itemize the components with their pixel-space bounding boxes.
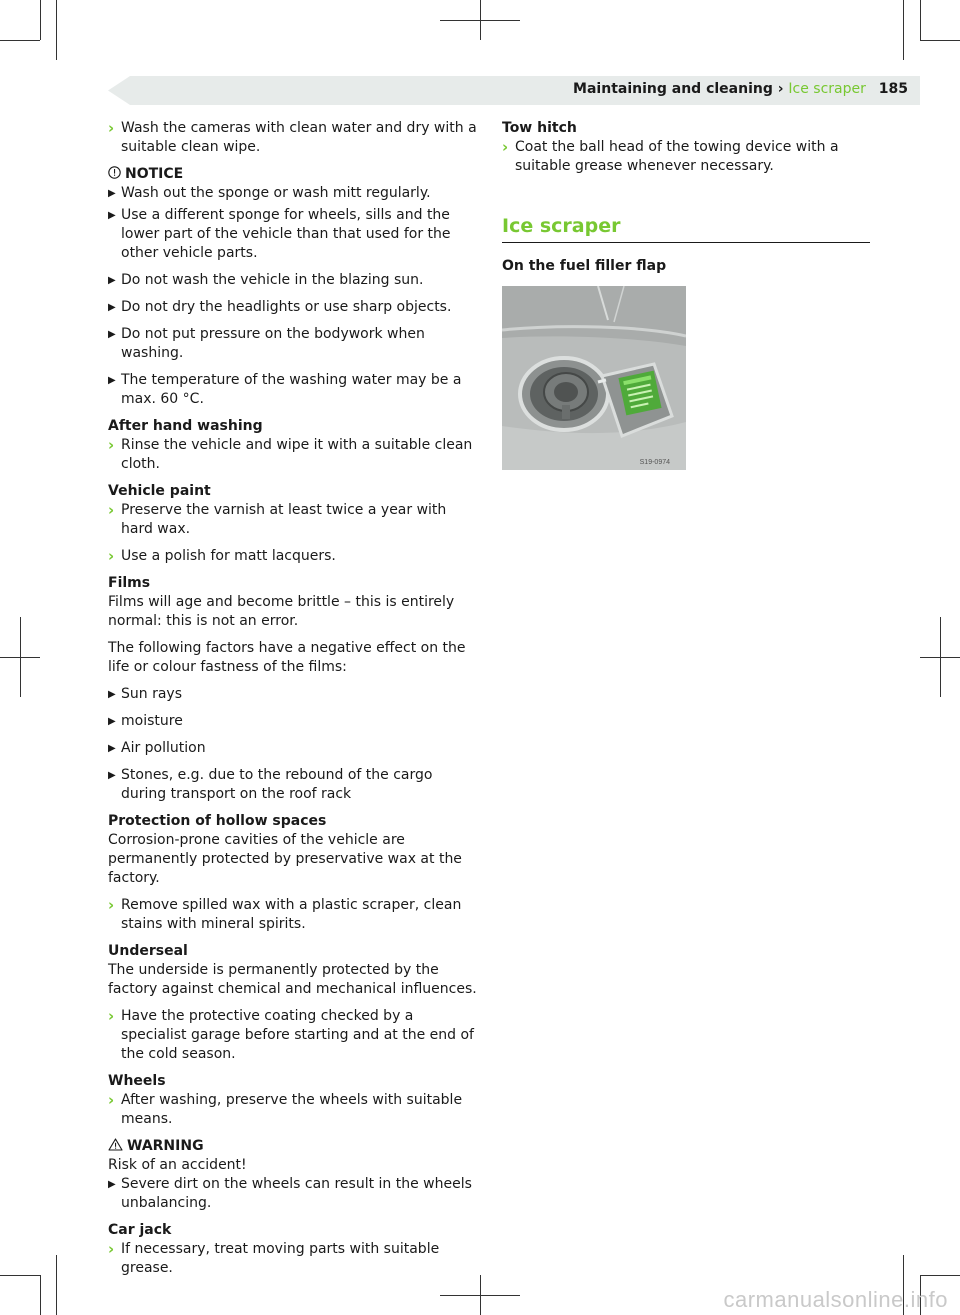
list-item: ▶ Do not put pressure on the bodywork when washing. — [108, 326, 425, 361]
list-item: › Remove spilled wax with a plastic scraper, clean stains with mineral spirits. — [108, 896, 462, 932]
list-item: ▶ Severe dirt on the wheels can result in the wheels unbalancing. — [108, 1176, 472, 1211]
chevron-right-icon: › — [108, 501, 115, 519]
list-item: › Use a polish for matt lacquers. — [108, 547, 336, 565]
heading-tow-hitch: Tow hitch — [502, 120, 577, 136]
heading-hollow-spaces: Protection of hollow spaces — [108, 813, 327, 829]
list-item: ▶ Wash out the sponge or wash mitt regularly. — [108, 185, 431, 201]
section-title: Ice scraper — [502, 214, 870, 243]
list-item: › Coat the ball head of the towing device with a suitable grease whenever necessary. — [502, 138, 839, 174]
crop-mark — [0, 1275, 40, 1276]
crop-mark — [40, 1275, 41, 1315]
triangle-bullet-icon: ▶ — [108, 302, 116, 313]
running-header — [573, 80, 908, 99]
triangle-bullet-icon: ▶ — [108, 689, 116, 700]
crop-mark — [940, 617, 941, 697]
list-item: › If necessary, treat moving parts with suitable grease. — [108, 1240, 440, 1276]
triangle-bullet-icon: ▶ — [108, 716, 116, 727]
paragraph: Films will age and become brittle – this is entirely normal: this is not an error. — [108, 594, 455, 629]
chevron-right-icon: › — [502, 138, 509, 156]
heading-wheels: Wheels — [108, 1073, 166, 1089]
crop-mark — [0, 40, 40, 41]
crop-mark — [480, 0, 481, 40]
crop-mark — [56, 0, 57, 60]
watermark: carmanualsonline.info — [723, 1287, 948, 1312]
paragraph: The underside is permanently protected by the factory against chemical and mechanical influences. — [108, 962, 477, 997]
header-separator: › — [777, 81, 784, 97]
chevron-right-icon: › — [108, 896, 115, 914]
right-column — [502, 119, 870, 470]
crop-mark — [920, 1275, 960, 1276]
figure-code: S19-0974 — [639, 459, 670, 466]
triangle-bullet-icon: ▶ — [108, 275, 116, 286]
triangle-bullet-icon: ▶ — [108, 210, 116, 221]
warning-text: Risk of an accident! — [108, 1157, 247, 1173]
triangle-bullet-icon: ▶ — [108, 770, 116, 781]
heading-films: Films — [108, 575, 151, 591]
fuel-flap-figure — [502, 286, 686, 470]
list-item: ▶ Sun rays — [108, 686, 182, 702]
header-chapter: Maintaining and cleaning — [573, 81, 773, 97]
triangle-bullet-icon: ▶ — [108, 188, 116, 199]
warning-box — [108, 1137, 478, 1213]
crop-mark — [40, 0, 41, 40]
crop-mark — [920, 40, 960, 41]
chevron-right-icon: › — [108, 547, 115, 565]
list-item: ▶ Use a different sponge for wheels, sills and the lower part of the vehicle than that used for the other vehicle parts. — [108, 207, 451, 261]
crop-mark — [480, 1275, 481, 1315]
info-circle-icon — [108, 166, 121, 179]
heading-underseal: Underseal — [108, 943, 188, 959]
chevron-right-icon: › — [108, 1007, 115, 1025]
list-item: ▶ The temperature of the washing water may be a max. 60 °C. — [108, 372, 462, 407]
warning-triangle-icon — [108, 1138, 123, 1151]
page-number: 185 — [878, 81, 908, 97]
triangle-bullet-icon: ▶ — [108, 743, 116, 754]
list-item: › Preserve the varnish at least twice a year with hard wax. — [108, 501, 447, 537]
list-item: › After washing, preserve the wheels with suitable means. — [108, 1091, 463, 1127]
list-item: ▶ Air pollution — [108, 740, 206, 756]
paragraph: The following factors have a negative effect on the life or colour fastness of the films: — [108, 640, 466, 675]
left-column — [108, 119, 478, 1286]
list-item: ▶ Stones, e.g. due to the rebound of the cargo during transport on the roof rack — [108, 767, 433, 802]
triangle-bullet-icon: ▶ — [108, 329, 116, 340]
heading-car-jack: Car jack — [108, 1222, 172, 1238]
crop-mark — [903, 0, 904, 60]
list-item: ▶ moisture — [108, 713, 183, 729]
list-item: ▶ Do not dry the headlights or use sharp objects. — [108, 299, 452, 315]
triangle-bullet-icon: ▶ — [108, 375, 116, 386]
chevron-right-icon: › — [108, 119, 115, 137]
chevron-right-icon: › — [108, 436, 115, 454]
list-item: ▶ Do not wash the vehicle in the blazing sun. — [108, 272, 424, 288]
list-item: › Rinse the vehicle and wipe it with a suitable clean cloth. — [108, 436, 473, 472]
paragraph: Corrosion-prone cavities of the vehicle are permanently protected by preservative wax at the factory. — [108, 832, 462, 886]
heading-after-hand-washing: After hand washing — [108, 418, 263, 434]
figure-subheading: On the fuel filler flap — [502, 258, 667, 274]
heading-vehicle-paint: Vehicle paint — [108, 483, 211, 499]
header-section[interactable]: Ice scraper — [788, 81, 866, 97]
crop-mark — [56, 1255, 57, 1315]
chevron-right-icon: › — [108, 1240, 115, 1258]
warning-title: WARNING — [127, 1138, 204, 1154]
notice-title: NOTICE — [125, 166, 184, 182]
list-item: › Wash the cameras with clean water and dry with a suitable clean wipe. — [108, 119, 477, 155]
crop-mark — [920, 0, 921, 40]
list-item: › Have the protective coating checked by a specialist garage before starting and at the end of the cold season. — [108, 1007, 474, 1062]
chevron-right-icon: › — [108, 1091, 115, 1109]
triangle-bullet-icon: ▶ — [108, 1179, 116, 1190]
notice-box — [108, 165, 478, 409]
fuel-flap-illustration — [502, 286, 686, 470]
crop-mark — [20, 617, 21, 697]
